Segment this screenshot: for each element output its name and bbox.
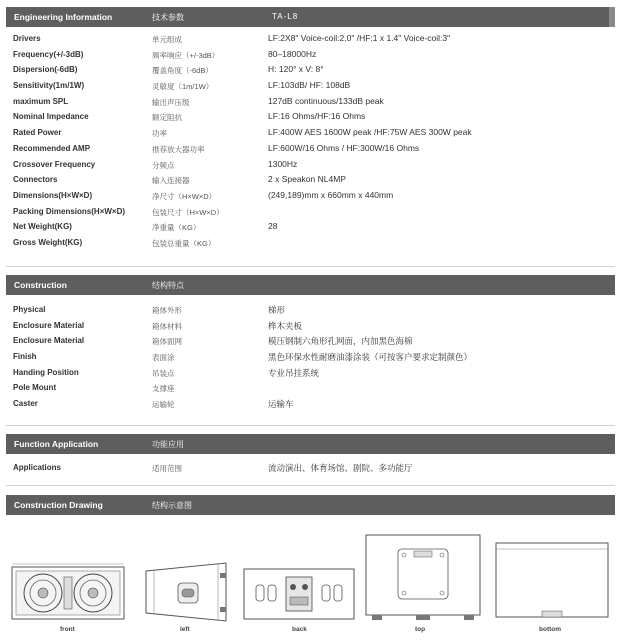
- row-label-cn: 包装尺寸（H×W×D）: [152, 207, 224, 217]
- table-row: [0, 126, 633, 142]
- row-label-en: Dimensions(H×W×D): [13, 190, 93, 200]
- row-label-en: Caster: [13, 399, 38, 409]
- section-title-en: Construction Drawing: [14, 500, 103, 510]
- row-label-en: Enclosure Material: [13, 336, 85, 346]
- row-label-en: Drivers: [13, 34, 41, 43]
- row-value: 127dB continuous/133dB peak: [268, 95, 384, 106]
- row-label-en: Physical: [13, 305, 46, 314]
- row-label-cn: 频率响应（+/-3dB）: [152, 50, 220, 60]
- construction-table: [0, 303, 633, 413]
- row-label-en: Finish: [13, 352, 37, 362]
- table-row: [0, 220, 633, 236]
- section-title-cn: 技术参数: [152, 13, 184, 22]
- row-label-en: Enclosure Material: [13, 320, 85, 330]
- row-label-cn: 分频点: [152, 160, 175, 170]
- table-row: [0, 158, 633, 174]
- table-row: [0, 110, 633, 126]
- row-value: LF:103dB/ HF: 108dB: [268, 80, 351, 91]
- row-label-cn: 净重量（KG）: [152, 223, 201, 233]
- construction-drawings: [6, 525, 615, 635]
- row-label-cn: 净尺寸（H×W×D）: [152, 191, 217, 201]
- row-label-cn: 包装总重量（KG）: [152, 238, 216, 248]
- section-title-cn: 结构示意图: [152, 501, 192, 510]
- section-title-en: Function Application: [14, 439, 99, 449]
- section-divider: [6, 425, 615, 426]
- table-row: [0, 95, 633, 111]
- row-value: LF:600W/16 Ohms / HF:300W/16 Ohms: [268, 142, 420, 153]
- row-label-cn: 单元组成: [152, 35, 182, 44]
- row-value: 80–18000Hz: [268, 48, 317, 59]
- bottom-view-drawing: [494, 539, 610, 623]
- table-row: [0, 63, 633, 79]
- section-title-cn: 功能应用: [152, 440, 184, 449]
- caption-back: back: [292, 626, 307, 633]
- row-label-en: Nominal Impedance: [13, 112, 89, 122]
- row-value: 梯形: [268, 305, 286, 315]
- row-value: 2 x Speakon NL4MP: [268, 174, 346, 185]
- table-row: [0, 303, 633, 319]
- row-value: 28: [268, 221, 278, 232]
- row-value: 专业吊挂系统: [268, 367, 320, 378]
- row-value: LF:2X8" Voice-coil:2.0" /HF:1 x 1.4" Voice-coil:3": [268, 33, 451, 43]
- row-label-cn: 覆盖角度（-6dB）: [152, 66, 213, 76]
- row-value: 黑色环保水性耐磨油漆涂装（可按客户要求定制颜色）: [268, 352, 473, 363]
- caption-front: front: [60, 626, 75, 633]
- table-row: [0, 173, 633, 189]
- section-title-en: Engineering Information: [14, 12, 113, 22]
- section-header-function: [6, 434, 615, 454]
- table-row: [0, 189, 633, 205]
- table-row: [0, 142, 633, 158]
- row-value: 流动演出、体育场馆、剧院、多功能厅: [268, 463, 413, 473]
- section-divider: [6, 266, 615, 267]
- table-row: [0, 236, 633, 252]
- row-value: (249,189)mm x 660mm x 440mm: [268, 189, 394, 200]
- row-value: 1300Hz: [268, 158, 298, 169]
- row-label-en: Recommended AMP: [13, 143, 91, 153]
- caption-bottom: bottom: [539, 626, 562, 633]
- function-table: [0, 461, 633, 477]
- table-row: [0, 381, 633, 397]
- table-row: [0, 350, 633, 366]
- row-label-cn: 功率: [152, 129, 167, 139]
- row-value: 运输车: [268, 399, 294, 410]
- row-label-en: Sensitivity(1m/1W): [13, 81, 85, 91]
- model-number: TA-L8: [272, 12, 299, 21]
- row-label-cn: 箱体面网: [152, 337, 182, 347]
- row-label-en: Pole Mount: [13, 383, 57, 393]
- caption-top: top: [415, 626, 426, 633]
- table-row: [0, 461, 633, 477]
- table-row: [0, 397, 633, 413]
- row-value: 模压钢制六角形孔网面，内加黑色海棉: [268, 336, 413, 347]
- row-label-en: Gross Weight(KG): [13, 237, 83, 247]
- row-label-en: Net Weight(KG): [13, 222, 72, 232]
- left-view-drawing: [142, 559, 232, 625]
- row-label-en: Connectors: [13, 175, 58, 185]
- row-value: LF:400W AES 1600W peak /HF:75W AES 300W peak: [268, 127, 472, 138]
- table-row: [0, 334, 633, 350]
- row-label-cn: 支撑座: [152, 384, 175, 394]
- section-header-drawing: [6, 495, 615, 515]
- caption-left: left: [180, 626, 190, 633]
- row-label-en: Rated Power: [13, 128, 62, 138]
- row-label-en: Handing Position: [13, 367, 79, 377]
- row-label-cn: 输出声压级: [152, 97, 190, 107]
- table-row: [0, 319, 633, 335]
- row-value: 桦木夹板: [268, 320, 303, 331]
- row-label-cn: 输入连接器: [152, 176, 190, 186]
- section-header-engineering: [6, 7, 615, 27]
- engineering-table: [0, 32, 633, 252]
- row-label-cn: 吊装点: [152, 368, 175, 378]
- table-row: [0, 205, 633, 221]
- table-row: [0, 79, 633, 95]
- header-stripe: [609, 7, 615, 27]
- row-label-cn: 适用范围: [152, 464, 182, 473]
- row-label-en: Dispersion(-6dB): [13, 65, 78, 75]
- section-header-construction: [6, 275, 615, 295]
- row-label-cn: 箱体外形: [152, 306, 182, 315]
- section-divider: [6, 485, 615, 486]
- back-view-drawing: [242, 565, 356, 623]
- row-label-en: maximum SPL: [13, 96, 69, 106]
- front-view-drawing: [10, 563, 126, 623]
- row-label-cn: 表面涂: [152, 353, 175, 363]
- row-label-cn: 推荐放大器功率: [152, 144, 205, 154]
- row-label-en: Packing Dimensions(H×W×D): [13, 206, 126, 216]
- row-label-en: Crossover Frequency: [13, 159, 96, 169]
- row-label-en: Applications: [13, 463, 62, 472]
- row-label-cn: 额定阻抗: [152, 113, 182, 123]
- section-title-en: Construction: [14, 280, 67, 290]
- table-row: [0, 366, 633, 382]
- table-row: [0, 48, 633, 64]
- row-label-cn: 运输轮: [152, 400, 175, 410]
- row-label-cn: 灵敏度（1m/1W）: [152, 82, 214, 92]
- top-view-drawing: [364, 531, 482, 623]
- table-row: [0, 32, 633, 48]
- section-title-cn: 结构特点: [152, 281, 184, 290]
- row-label-cn: 箱体材料: [152, 321, 182, 331]
- row-label-en: Frequency(+/-3dB): [13, 49, 84, 59]
- row-value: H: 120° x V: 8°: [268, 64, 324, 75]
- row-value: LF:16 Ohms/HF:16 Ohms: [268, 111, 366, 122]
